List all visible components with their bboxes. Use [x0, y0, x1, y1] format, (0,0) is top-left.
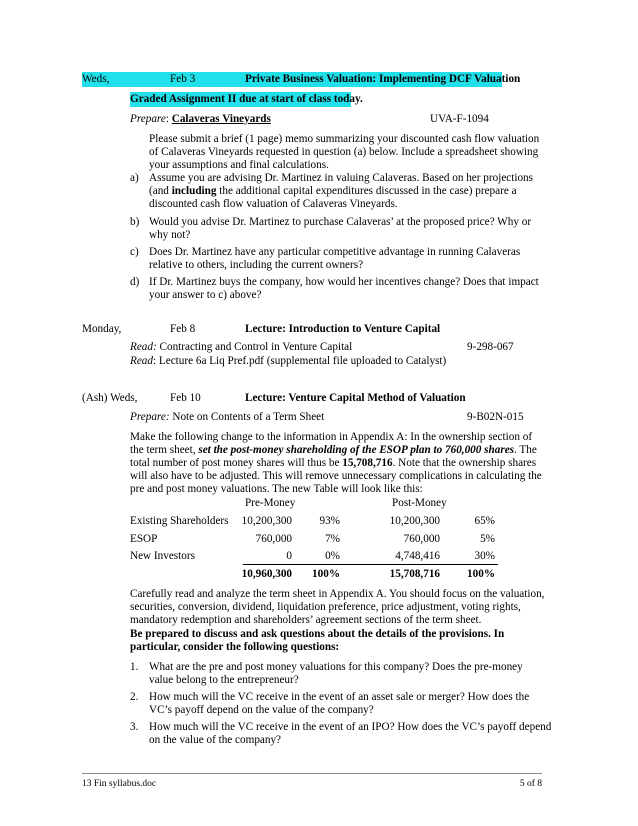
- session-title: Lecture: Venture Capital Method of Valuation: [245, 392, 466, 404]
- post-percent: 65%: [474, 515, 495, 527]
- question-label: 3.: [130, 721, 139, 733]
- question-label: d): [130, 276, 140, 288]
- reading-1-code: 9-298-067: [467, 341, 514, 353]
- post-percent: 30%: [474, 550, 495, 562]
- instruction-text: . The total number of post money shares will thus be: [130, 444, 537, 469]
- question-1: What are the pre and post money valuations for this company? Does the pre-money value belong to the entrepreneur?: [149, 661, 523, 686]
- memo-instructions: Please submit a brief (1 page) memo summarizing your discounted cash flow valuation of Calaveras Vineyards requested in question (a) below. Include a spreadsheet showing your assumptions and final calculations.: [149, 133, 540, 171]
- session-day: Weds,: [82, 73, 110, 85]
- instruction-text: Make the following change to the information in Appendix A: In the ownership section of the term sheet,: [130, 431, 533, 456]
- prepare-sep: :: [165, 113, 172, 125]
- question-text: Assume you are advising Dr. Martinez in valuing Calaveras. Based on her projections (and: [149, 172, 534, 197]
- prepare-text: Note on Contents of a Term Sheet: [169, 411, 325, 423]
- total-pre-shares: 10,960,300: [241, 568, 292, 580]
- footer-page-number: 5 of 8: [519, 779, 542, 789]
- footer-rule: [82, 773, 542, 774]
- read-label: Read: [130, 355, 153, 367]
- total-pre-percent: 100%: [312, 568, 340, 580]
- question-emphasis: including: [171, 185, 217, 197]
- pre-shares: 760,000: [255, 533, 292, 545]
- post-percent: 5%: [480, 533, 495, 545]
- session-day: Monday,: [82, 323, 122, 335]
- read-text: : Lecture 6a Liq Pref.pdf (supplemental file uploaded to Catalyst): [153, 355, 447, 367]
- graded-assignment-notice: Graded Assignment II due at start of class today.: [130, 93, 363, 105]
- case-code: UVA-F-1094: [430, 113, 489, 125]
- question-3: How much will the VC receive in the event of an IPO? How does the VC’s payoff depend on the value of the company?: [149, 721, 552, 746]
- instruction-emphasis: set the post-money shareholding of the ESOP plan to 760,000 shares: [198, 444, 515, 456]
- pre-percent: 7%: [325, 533, 340, 545]
- header-post-money: Post-Money: [392, 497, 447, 509]
- question-text: the additional capital expenditures discussed in the case) prepare a discounted cash flow valuation of Calaveras Vineyards.: [149, 185, 517, 210]
- question-label: b): [130, 216, 140, 228]
- question-2: How much will the VC receive in the event of an asset sale or merger? How does the VC’s payoff depend on the value of the company?: [149, 691, 530, 716]
- prepare-label: Prepare: [130, 113, 166, 125]
- question-label: 2.: [130, 691, 139, 703]
- question-b: Would you advise Dr. Martinez to purchase Calaveras’ at the proposed price? Why or why not?: [149, 216, 532, 241]
- reading-1: [130, 341, 352, 354]
- post-shares: 760,000: [403, 533, 440, 545]
- prepare-line: [130, 411, 324, 424]
- term-sheet-reading-instructions: Carefully read and analyze the term sheet in Appendix A. You should focus on the valuation, securities, conversion, dividend, liquidation preference, price adjustment, voting rights, mandatory redemption and shareholders’ agreement sections of the term sheet.: [130, 588, 545, 626]
- question-label: c): [130, 246, 139, 258]
- term-sheet-change-instructions: [130, 431, 548, 496]
- pre-percent: 0%: [325, 550, 340, 562]
- reading-2: [130, 355, 446, 368]
- post-shares: 10,200,300: [389, 515, 440, 527]
- header-pre-money: Pre-Money: [245, 497, 296, 509]
- row-label: Existing Shareholders: [130, 515, 229, 527]
- session-date: Feb 10: [170, 392, 201, 404]
- row-label: ESOP: [130, 533, 158, 545]
- pre-percent: 93%: [319, 515, 340, 527]
- prepare-label: Prepare:: [130, 411, 170, 423]
- instruction-text: . Note that the ownership shares will also have to be adjusted. This will remove unnecessary complications in calculating the pre and post money valuations. The new Table will look like this:: [130, 457, 542, 495]
- question-label: 1.: [130, 661, 139, 673]
- session-date: Feb 8: [170, 323, 196, 335]
- read-text: Contracting and Control in Venture Capital: [156, 341, 353, 353]
- session-date: Feb 3: [170, 73, 196, 85]
- total-post-percent: 100%: [467, 568, 495, 580]
- question-c: Does Dr. Martinez have any particular competitive advantage in running Calaveras relative to others, including the current owners?: [149, 246, 521, 271]
- prepare-line: [130, 113, 271, 126]
- session-title: Private Business Valuation: Implementing DCF Valuation: [245, 73, 521, 85]
- row-label: New Investors: [130, 550, 195, 562]
- pre-shares: 0: [286, 550, 292, 562]
- question-d: If Dr. Martinez buys the company, how would her incentives change? Does that impact your answer to c) above?: [149, 276, 539, 301]
- instruction-emphasis: 15,708,716: [342, 457, 393, 469]
- prepare-code: 9-B02N-015: [467, 411, 524, 423]
- read-label: Read:: [130, 341, 157, 353]
- pre-shares: 10,200,300: [241, 515, 292, 527]
- footer-filename: 13 Fin syllabus.doc: [82, 779, 157, 789]
- question-label: a): [130, 172, 139, 184]
- question-a: [149, 172, 544, 211]
- post-shares: 4,748,416: [395, 550, 440, 562]
- session-title: Lecture: Introduction to Venture Capital: [245, 323, 441, 335]
- table-total-rule: [243, 564, 498, 565]
- case-name: Calaveras Vineyards: [171, 113, 271, 125]
- total-post-shares: 15,708,716: [389, 568, 440, 580]
- session-day: (Ash) Weds,: [82, 392, 138, 404]
- discussion-prompt: Be prepared to discuss and ask questions about the details of the provisions. In particular, consider the following questions:: [130, 628, 505, 653]
